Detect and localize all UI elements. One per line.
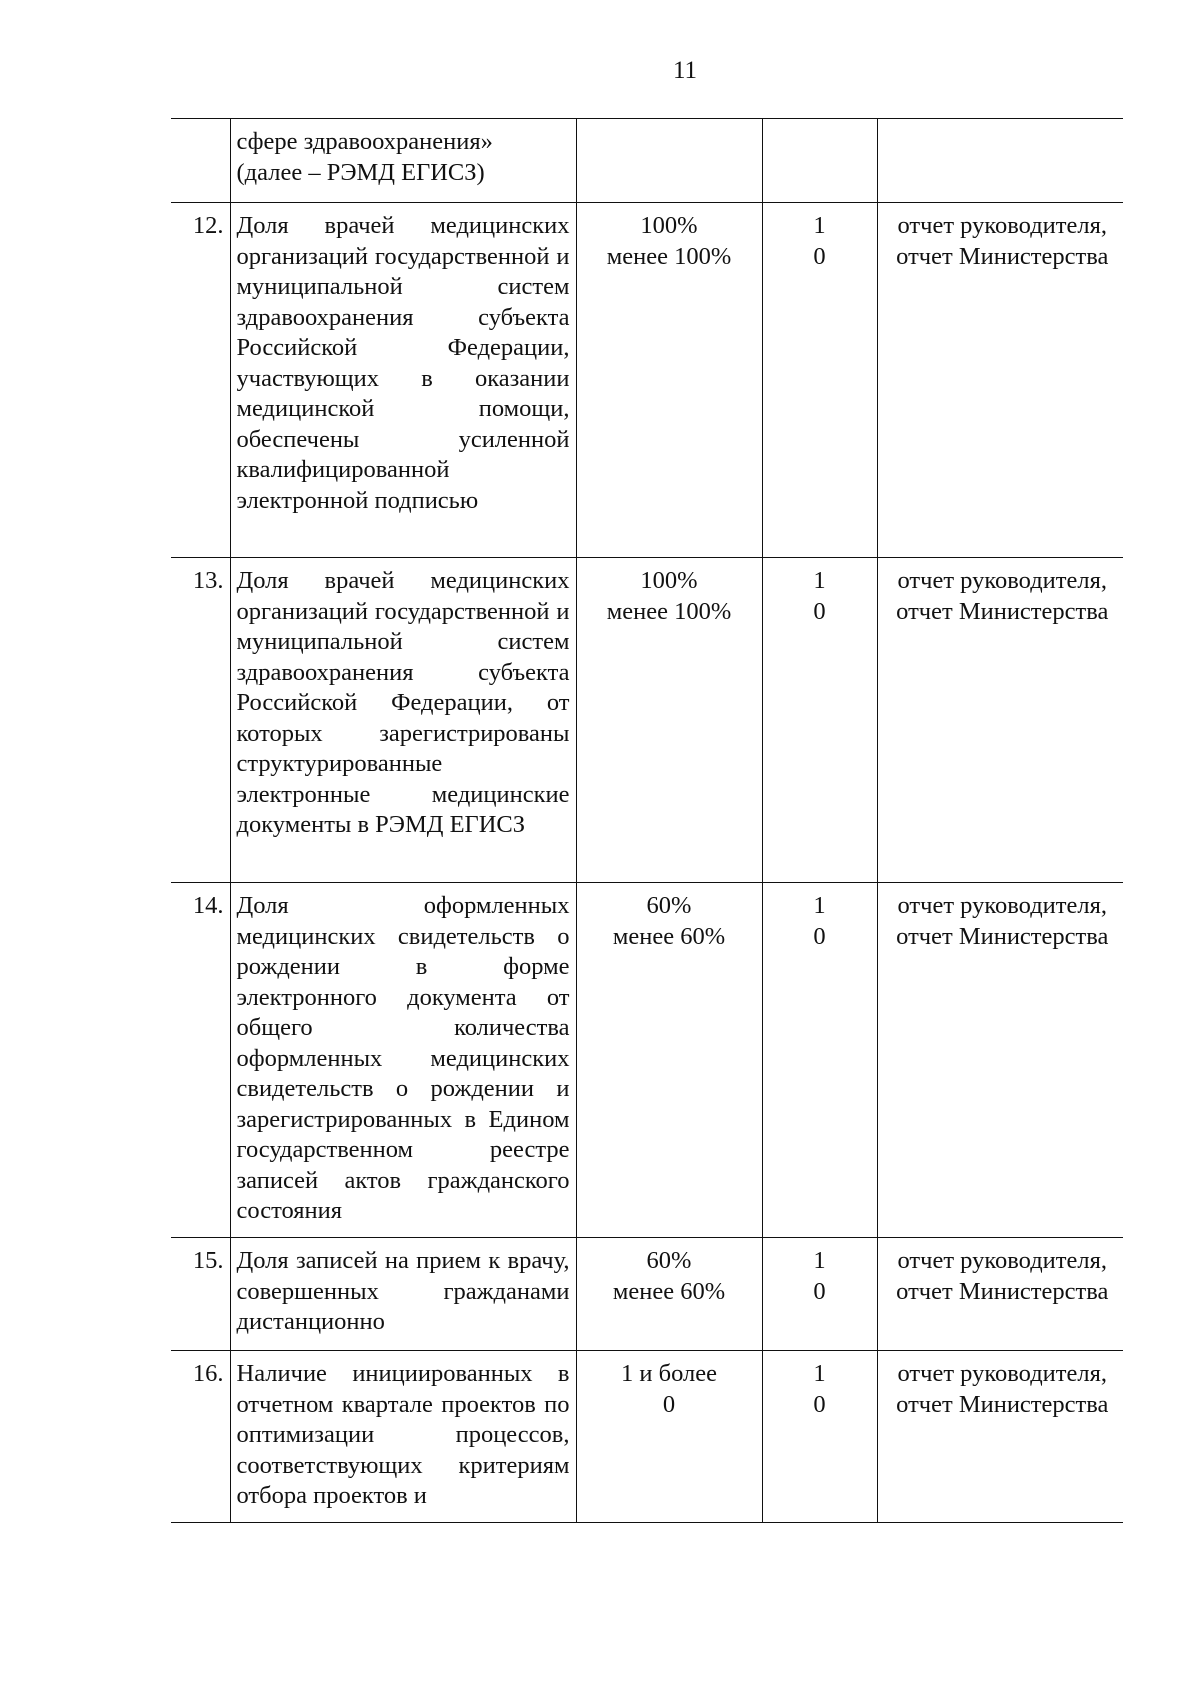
criteria-table	[171, 118, 1123, 1523]
score-low: 0	[813, 242, 826, 270]
table-row	[171, 1238, 1123, 1351]
cell-score	[762, 558, 877, 883]
criterion-name: Наличие инициированных в отчетном квартале проектов по оптимизации процессов, соответствующих критериям отбора проектов и	[230, 1351, 576, 1523]
score-low: 0	[813, 1390, 826, 1418]
cell-value	[576, 883, 762, 1238]
cell-num	[171, 119, 230, 203]
source-line-2: отчет Министерства	[896, 922, 1109, 950]
cell-source	[877, 883, 1123, 1238]
page-number: 11	[672, 57, 698, 84]
value-high: 60%	[646, 1247, 692, 1274]
table-row	[171, 883, 1123, 1238]
cell-score	[762, 119, 877, 203]
cell-value	[576, 119, 762, 203]
score-high: 1	[813, 212, 826, 239]
criterion-name: Доля оформленных медицинских свидетельств о рождении в форме электронного документа от общего количества оформленных медицинских свидетельств о рождении и зарегистрированных в Едином государственном реестре записей актов гражданского состояния	[230, 883, 576, 1238]
row-number: 15.	[171, 1238, 230, 1351]
cell-value	[576, 1238, 762, 1351]
source-line-1: отчет руководителя,	[897, 567, 1107, 594]
row-number: 13.	[171, 558, 230, 883]
value-high: 100%	[640, 212, 698, 239]
cell-value	[576, 203, 762, 558]
cell-score	[762, 883, 877, 1238]
criterion-name: Доля врачей медицинских организаций государственной и муниципальной систем здравоохранения субъекта Российской Федерации, от которых зарегистрированы структурированные электронные медицинские документы в РЭМД ЕГИСЗ	[230, 558, 576, 883]
source-line-1: отчет руководителя,	[897, 892, 1107, 919]
value-high: 100%	[640, 567, 698, 594]
score-high: 1	[813, 1247, 826, 1274]
cell-value	[576, 558, 762, 883]
criterion-name: Доля записей на прием к врачу, совершенных гражданами дистанционно	[230, 1238, 576, 1351]
continuation-line: (далее – РЭМД ЕГИСЗ)	[236, 158, 485, 186]
source-line-1: отчет руководителя,	[897, 1360, 1107, 1387]
cell-name	[230, 119, 576, 203]
source-line-2: отчет Министерства	[896, 242, 1109, 270]
row-number: 12.	[171, 203, 230, 558]
row-number: 14.	[171, 883, 230, 1238]
score-high: 1	[813, 1360, 826, 1387]
value-high: 1 и более	[621, 1360, 717, 1387]
continuation-line: сфере здравоохранения»	[236, 128, 493, 155]
cell-score	[762, 203, 877, 558]
cell-source	[877, 1351, 1123, 1523]
cell-score	[762, 1238, 877, 1351]
source-line-2: отчет Министерства	[896, 597, 1109, 625]
value-low: 0	[662, 1390, 676, 1418]
cell-source	[877, 203, 1123, 558]
value-low: менее 60%	[612, 1277, 726, 1305]
table-row	[171, 1351, 1123, 1523]
value-low: менее 60%	[612, 922, 726, 950]
source-line-2: отчет Министерства	[896, 1277, 1109, 1305]
criterion-name: Доля врачей медицинских организаций государственной и муниципальной систем здравоохранения субъекта Российской Федерации, участвующих в оказании медицинской помощи, обеспечены усиленной квалифицированной электронной подписью	[230, 203, 576, 558]
value-low: менее 100%	[606, 242, 732, 270]
cell-value	[576, 1351, 762, 1523]
cell-source	[877, 119, 1123, 203]
table-row	[171, 203, 1123, 558]
score-low: 0	[813, 1277, 826, 1305]
value-low: менее 100%	[606, 597, 732, 625]
score-high: 1	[813, 567, 826, 594]
cell-score	[762, 1351, 877, 1523]
value-high: 60%	[646, 892, 692, 919]
score-low: 0	[813, 597, 826, 625]
cell-source	[877, 1238, 1123, 1351]
source-line-2: отчет Министерства	[896, 1390, 1109, 1418]
source-line-1: отчет руководителя,	[897, 1247, 1107, 1274]
table-row	[171, 558, 1123, 883]
table-row-continuation	[171, 119, 1123, 203]
cell-source	[877, 558, 1123, 883]
score-high: 1	[813, 892, 826, 919]
row-number: 16.	[171, 1351, 230, 1523]
source-line-1: отчет руководителя,	[897, 212, 1107, 239]
score-low: 0	[813, 922, 826, 950]
